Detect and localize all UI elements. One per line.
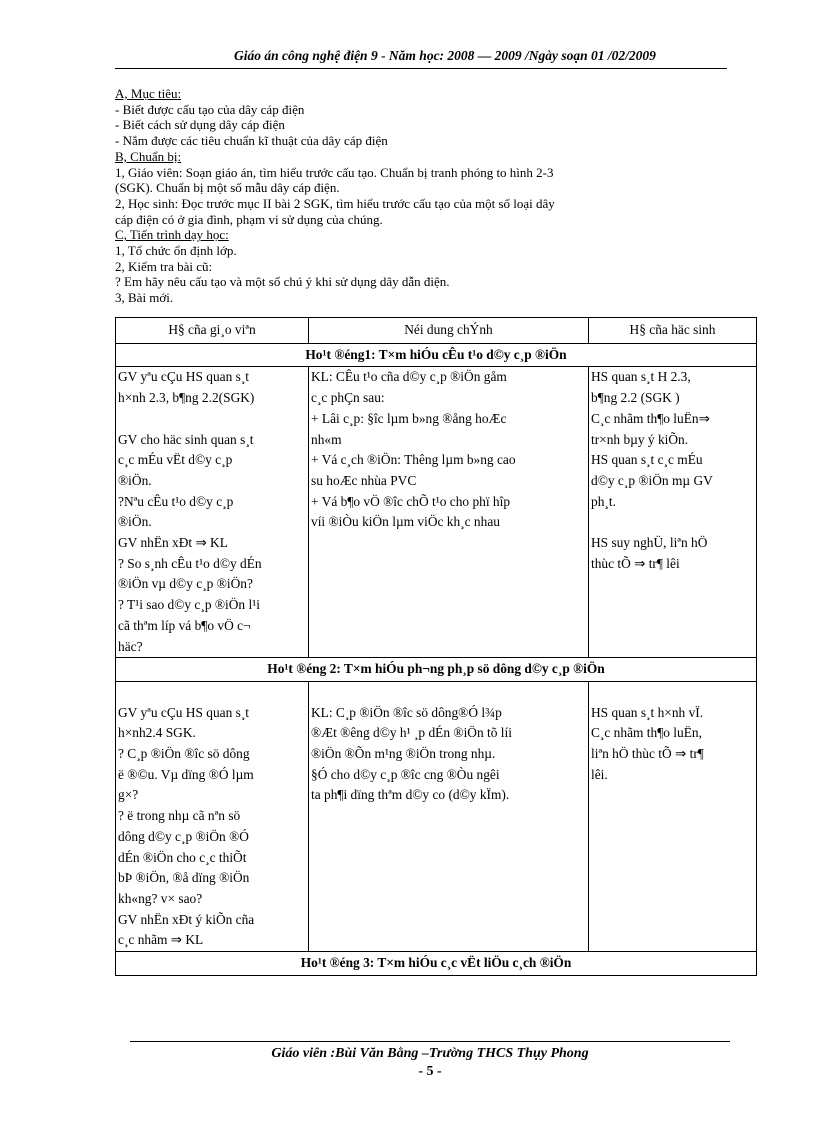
chuan-bi-line: 2, Học sinh: Đọc trước mục II bài 2 SGK, tìm hiểu trước cấu tạo của một số loại dây [115,195,555,211]
page-footer: Giáo viên :Bùi Văn Bằng –Trường THCS Thụy Phong [271,1046,589,1061]
cell-line: c¸c nhãm ⇒ KL [118,932,204,948]
cell-line: KL: CÊu t¹o cña d©y c¸p ®iÖn gåm [311,369,507,385]
cell-line: ®iÖn vµ d©y c¸p ®iÖn? [118,576,253,592]
cell-line: ta ph¶i dïng thªm d©y co (d©y kÏm). [311,787,510,803]
chuan-bi-title: B, Chuẩn bị: [115,148,182,164]
section-title-row [116,343,757,367]
chuan-bi-line: 1, Giáo viên: Soạn giáo án, tìm hiểu trước cấu tạo. Chuẩn bị tranh phóng to hình 2-3 [115,164,554,180]
cell-line: cã thªm líp vá b¶o vÖ c¬ [118,617,251,633]
header-rule [115,68,727,69]
cell-line: ? So s¸nh cÊu t¹o d©y dÉn [118,555,262,571]
page-number: - 5 - [418,1064,442,1079]
section-2-title: Ho¹t ®éng 2: T×m hiÓu ph¬ng ph¸p sö dông d©y c¸p ®iÖn [116,658,757,682]
cell-line: c¸c mÉu vËt d©y c¸p [118,452,233,468]
section-2-student [589,681,757,951]
section-1-teacher [116,367,309,658]
cell-line: ®Æt ®êng d©y h¹ ¸p dÉn ®iÖn tõ líi [311,725,512,741]
chuan-bi-line: (SGK). Chuẩn bị một số mẫu dây cáp điện. [115,180,340,196]
header-student: H§ cña häc sinh [589,318,757,344]
cell-line: ?Nªu cÊu t¹o d©y c¸p [118,493,234,509]
cell-line: HS quan s¸t h×nh vÏ. [591,704,704,720]
cell-line: su hoÆc nhùa PVC [311,472,417,488]
muc-tieu-line: - Nắm được các tiêu chuẩn kĩ thuật của dây cáp điện [115,133,388,149]
cell-line: ? C¸p ®iÖn ®îc sö dông [118,746,250,762]
section-title-row [116,658,757,682]
cell-line: kh«ng? v× sao? [118,890,203,906]
section-title-row [116,952,757,976]
section-2-teacher [116,681,309,951]
cell-line: h×nh2.4 SGK. [118,725,196,741]
tien-trinh-line: 1, Tổ chức ổn định lớp. [115,243,237,259]
cell-line: ë ®©u. Vµ dïng ®Ó lµm [118,766,254,782]
cell-line: tr×nh bµy ý kiÕn. [591,431,689,447]
cell-line: GV yªu cÇu HS quan s¸t [118,369,250,385]
cell-line: dÉn ®iÖn cho c¸c thiÕt [118,849,247,865]
tien-trinh-title: C, Tiến trình dạy học: [115,227,229,243]
cell-line: + Vá c¸ch ®iÖn: Thêng lµm b»ng cao [311,452,516,468]
cell-line: d©y c¸p ®iÖn mµ GV [591,472,713,488]
cell-line: lêi. [591,766,608,782]
cell-line: GV nhËn xÐt ⇒ KL [118,535,228,551]
cell-line: HS quan s¸t H 2.3, [591,369,691,385]
table-row [116,367,757,658]
cell-line: b¶ng 2.2 (SGK ) [591,390,680,406]
tien-trinh-line: 3, Bài mới. [115,290,174,306]
cell-line [591,682,754,703]
cell-line: nh«m [311,431,342,447]
section-3-title: Ho¹t ®éng 3: T×m hiÓu c¸c vËt liÖu c¸ch ®iÖn [116,952,757,976]
cell-line: h×nh 2.3, b¶ng 2.2(SGK) [118,390,255,406]
cell-line: KL: C¸p ®iÖn ®îc sö dông®Ó l¾p [311,704,502,720]
cell-line: dông d©y c¸p ®iÖn ®Ó [118,828,249,844]
tien-trinh-line: 2, Kiểm tra bài cũ: [115,258,213,274]
cell-line: HS suy nghÜ, liªn hÖ [591,535,708,551]
lesson-intro [115,86,755,306]
muc-tieu-line: - Biết được cấu tạo của dây cáp điện [115,101,305,117]
cell-line: + Lâi c¸p: §îc lµm b»ng ®ång hoÆc [311,410,507,426]
lesson-table [115,317,757,976]
header-content: Néi dung chÝnh [309,318,589,344]
cell-line: víi ®iÒu kiÖn lµm viÖc kh¸c nhau [311,514,500,530]
chuan-bi-line: cáp điện có ở gia đình, phạm vi sử dụng của chúng. [115,211,383,227]
cell-line: häc? [118,638,143,654]
cell-line: C¸c nhãm th¶o luËn⇒ [591,410,710,426]
section-1-title: Ho¹t ®éng1: T×m hiÓu cÊu t¹o d©y c¸p ®iÖn [116,343,757,367]
cell-line: liªn hÖ thùc tÕ ⇒ tr¶ [591,746,704,762]
section-1-student [589,367,757,658]
footer-rule [130,1041,730,1042]
section-2-content [309,681,589,951]
tien-trinh-line: ? Em hãy nêu cấu tạo và một số chú ý khi sử dụng dây dẫn điện. [115,274,450,290]
cell-line: ®iÖn. [118,472,152,488]
muc-tieu-line: - Biết cách sử dụng dây cáp điện [115,117,285,133]
cell-line: HS quan s¸t c¸c mÉu [591,452,703,468]
cell-line: c¸c phÇn sau: [311,390,385,406]
muc-tieu-title: A, Mục tiêu: [115,86,182,101]
cell-line: ? ë trong nhµ cã nªn sö [118,808,241,824]
cell-line [591,512,754,533]
page-header: Giáo án công nghệ điện 9 - Năm học: 2008 — 2009 /Ngày soạn 01 /02/2009 [234,48,656,63]
cell-line: + Vá b¶o vÖ ®îc chÕ t¹o cho phï hîp [311,493,511,509]
cell-line [118,409,306,430]
cell-line [311,682,586,703]
table-header-row [116,318,757,344]
cell-line: §Ó cho d©y c¸p ®îc cng ®Òu ngêi [311,766,500,782]
table-row [116,681,757,951]
cell-line: ®iÖn ®Õn m¹ng ®iÖn trong nhµ. [311,746,496,762]
cell-line: ? T¹i sao d©y c¸p ®iÖn l¹i [118,597,260,613]
cell-line [118,682,306,703]
cell-line: GV cho häc sinh quan s¸t [118,431,254,447]
cell-line: ®iÖn. [118,514,152,530]
cell-line: g×? [118,787,139,803]
section-1-content [309,367,589,658]
cell-line: bÞ ®iÖn, ®å dïng ®iÖn [118,870,250,886]
cell-line: thùc tÕ ⇒ tr¶ lêi [591,555,680,571]
cell-line: GV yªu cÇu HS quan s¸t [118,704,250,720]
header-teacher: H§ cña gi¸o viªn [116,318,309,344]
cell-line: ph¸t. [591,493,616,509]
cell-line: C¸c nhãm th¶o luËn, [591,725,702,741]
cell-line: GV nhËn xÐt ý kiÕn cña [118,911,255,927]
